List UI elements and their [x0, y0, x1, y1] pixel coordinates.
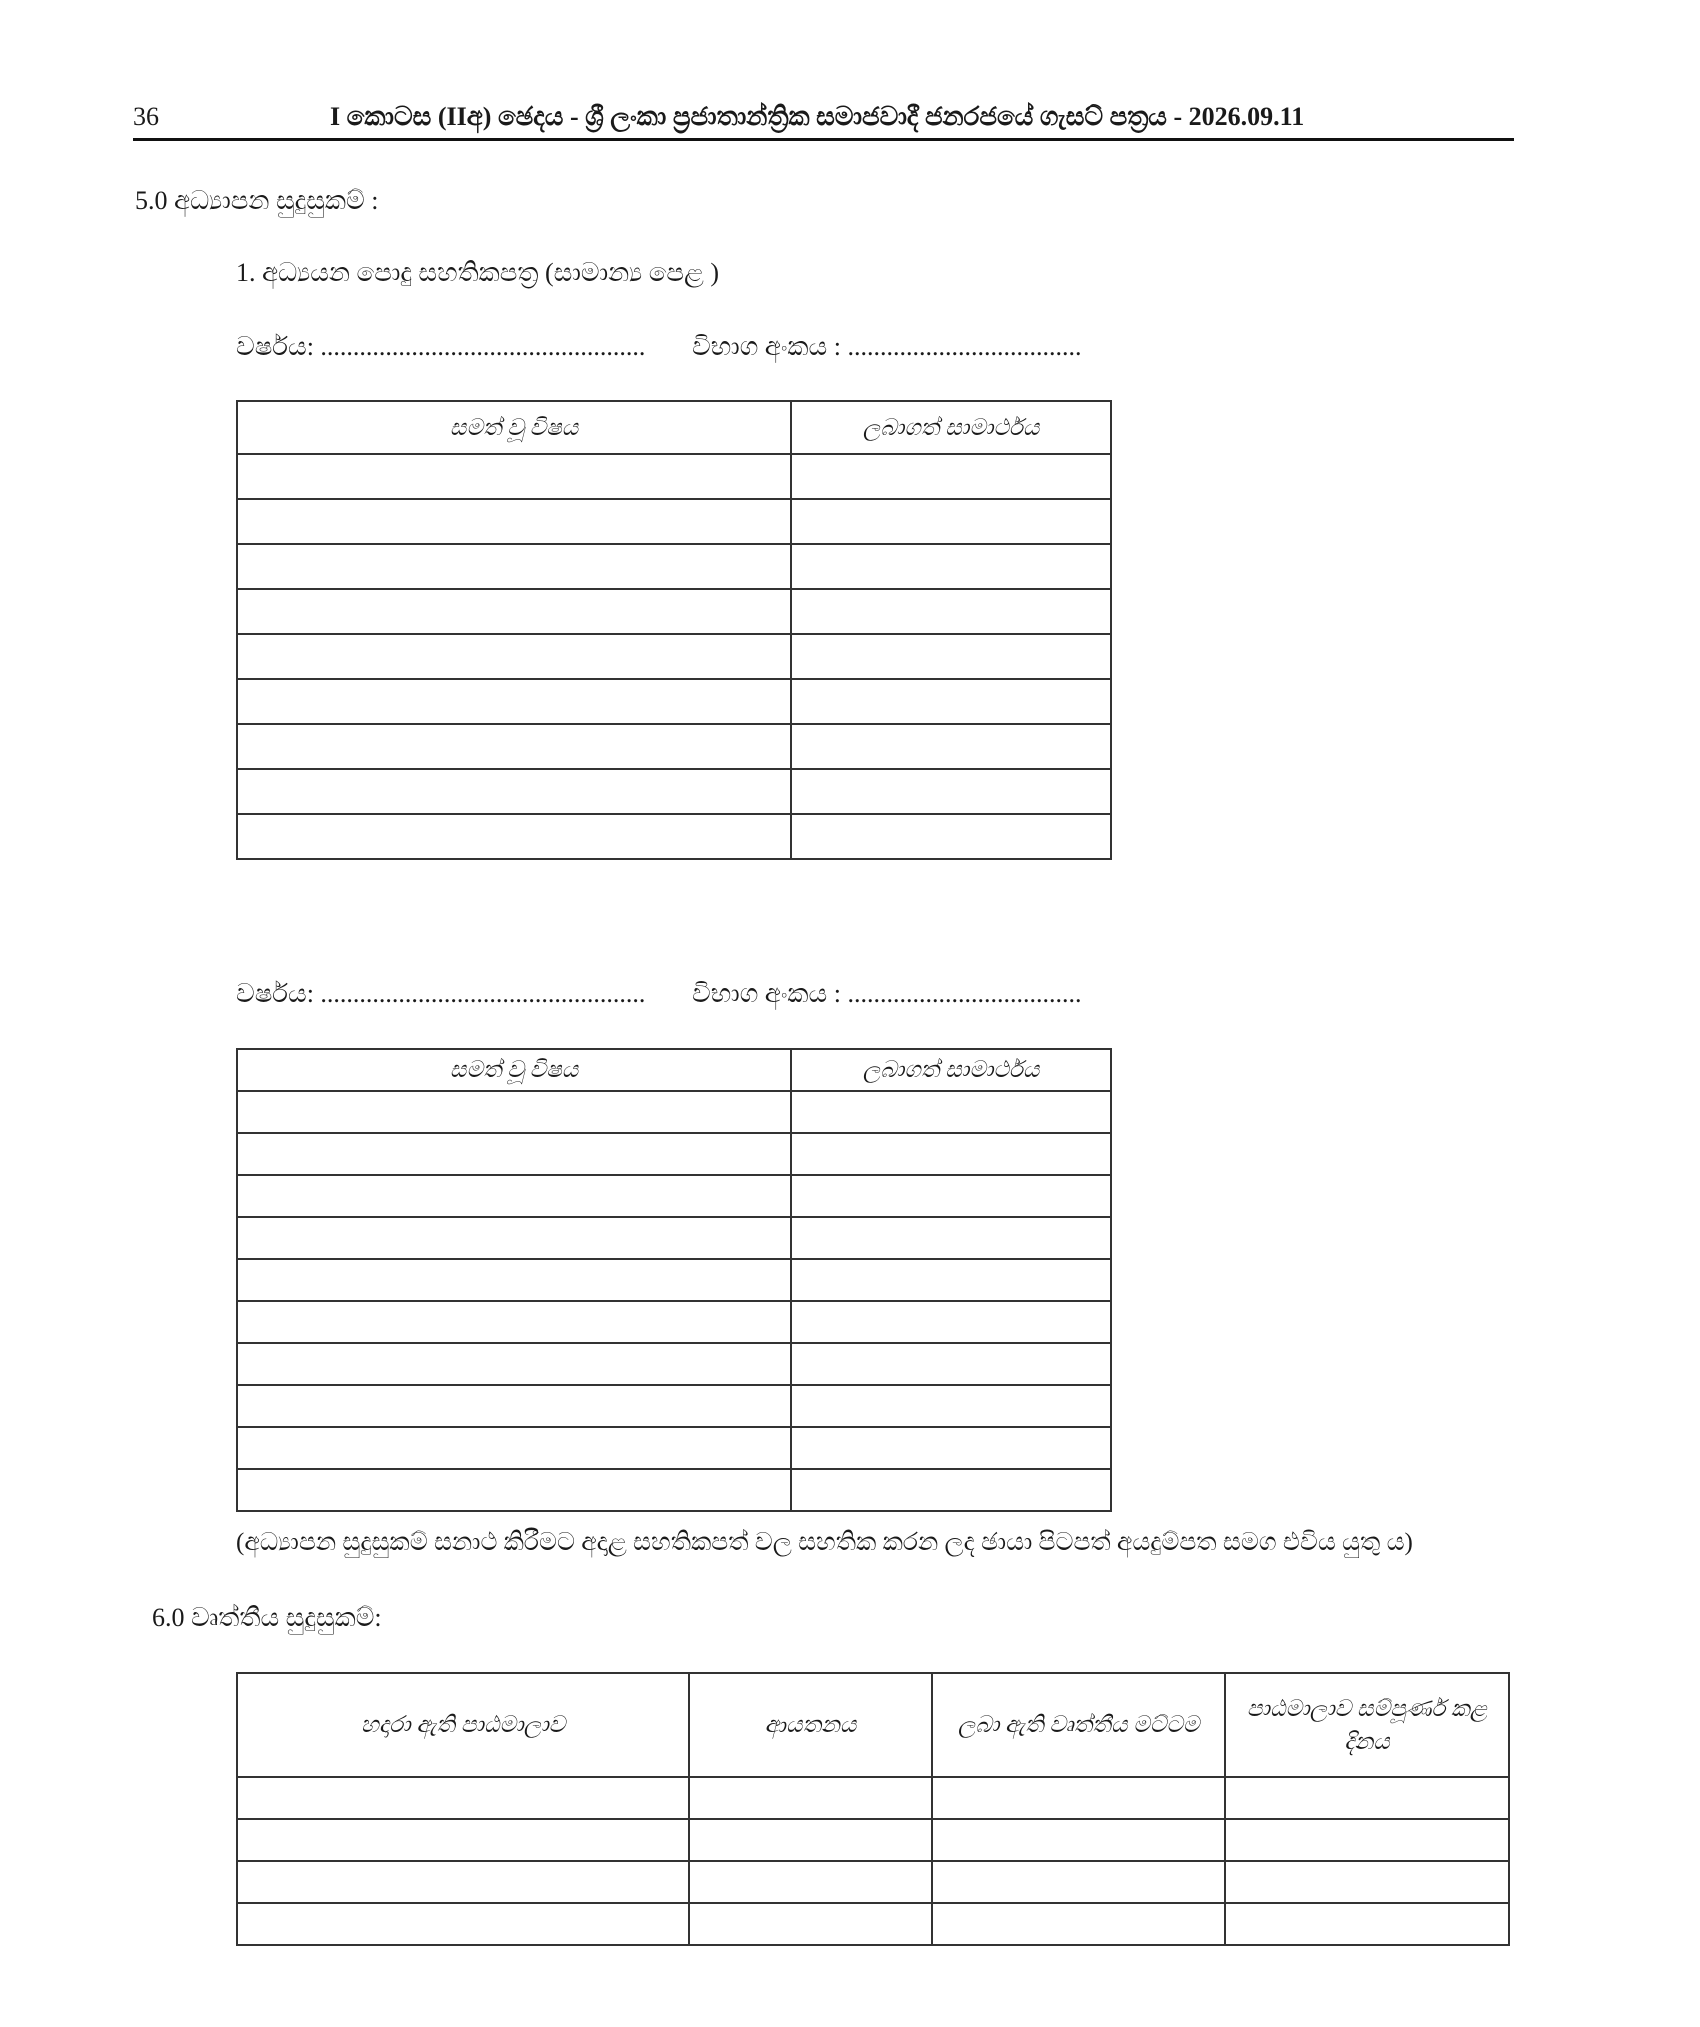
table-row: [237, 1175, 1111, 1217]
table-cell[interactable]: [1225, 1819, 1509, 1861]
table-row: [237, 1861, 1509, 1903]
year-field-1: වර්ෂය: ..................................................: [236, 332, 646, 361]
table-cell[interactable]: [791, 454, 1111, 499]
table-cell[interactable]: [237, 1091, 791, 1133]
level-header: ලබා ඇති වෘත්තීය මට්ටම: [932, 1673, 1225, 1777]
subject-header: සමත් වූ විෂය: [237, 1049, 791, 1091]
table-row: [237, 679, 1111, 724]
table-cell[interactable]: [791, 1259, 1111, 1301]
table-cell[interactable]: [791, 1133, 1111, 1175]
table-row: [237, 544, 1111, 589]
table-row: [237, 1385, 1111, 1427]
table-cell[interactable]: [237, 1217, 791, 1259]
table-cell[interactable]: [791, 544, 1111, 589]
completion-date-header: පාඨමාලාව සම්පූර්ණ කළ දිනය: [1225, 1673, 1509, 1777]
table-cell[interactable]: [1225, 1861, 1509, 1903]
table-cell[interactable]: [237, 1301, 791, 1343]
table-row: [237, 814, 1111, 859]
table-cell[interactable]: [237, 1343, 791, 1385]
table-cell[interactable]: [791, 1301, 1111, 1343]
table-cell[interactable]: [791, 1175, 1111, 1217]
table-cell[interactable]: [237, 634, 791, 679]
table-cell[interactable]: [237, 724, 791, 769]
table-cell[interactable]: [237, 679, 791, 724]
table-row: [237, 454, 1111, 499]
table-cell[interactable]: [791, 1469, 1111, 1511]
table-cell[interactable]: [791, 769, 1111, 814]
table-cell[interactable]: [791, 499, 1111, 544]
section6-heading: 6.0 වෘත්තීය සුදුසුකම්:: [152, 1603, 382, 1632]
table-row: [237, 1819, 1509, 1861]
table-cell[interactable]: [237, 1469, 791, 1511]
table-cell[interactable]: [1225, 1903, 1509, 1945]
table-cell[interactable]: [237, 1861, 689, 1903]
table-row: [237, 1301, 1111, 1343]
table-row: [237, 499, 1111, 544]
professional-qualifications-table: [236, 1672, 1510, 1946]
table-row: [237, 634, 1111, 679]
section5-item1: 1. අධ්‍යයන පොදු සහතිකපත්‍ර (සාමාන්‍ය පෙළ ): [236, 258, 720, 287]
grade-header: ලබාගත් සාමාර්ථය: [791, 1049, 1111, 1091]
table-cell[interactable]: [791, 1427, 1111, 1469]
table-row: [237, 1091, 1111, 1133]
table-row: [237, 1469, 1111, 1511]
table-row: [237, 1217, 1111, 1259]
table-cell[interactable]: [932, 1819, 1225, 1861]
table-cell[interactable]: [237, 814, 791, 859]
table-cell[interactable]: [932, 1903, 1225, 1945]
table-cell[interactable]: [237, 1175, 791, 1217]
table-cell[interactable]: [791, 814, 1111, 859]
table-cell[interactable]: [237, 589, 791, 634]
table-cell[interactable]: [237, 1385, 791, 1427]
table-cell[interactable]: [689, 1819, 932, 1861]
table-cell[interactable]: [237, 769, 791, 814]
table-cell[interactable]: [791, 1217, 1111, 1259]
table-row: [237, 769, 1111, 814]
table-cell[interactable]: [791, 589, 1111, 634]
table-cell[interactable]: [237, 1259, 791, 1301]
table-header-row: [237, 1049, 1111, 1091]
ol-results-table-2: [236, 1048, 1112, 1512]
table-cell[interactable]: [237, 1903, 689, 1945]
table-cell[interactable]: [791, 679, 1111, 724]
index-field-2: විභාග අංකය : ....................................: [692, 979, 1082, 1008]
table-cell[interactable]: [237, 454, 791, 499]
section5-heading: 5.0 අධ්‍යාපන සුදුසුකම් :: [135, 186, 379, 215]
table-cell[interactable]: [237, 1819, 689, 1861]
table-row: [237, 1777, 1509, 1819]
table-cell[interactable]: [237, 499, 791, 544]
subject-header: සමත් වූ විෂය: [237, 401, 791, 454]
table-row: [237, 1903, 1509, 1945]
gazette-header-title: I කොටස (IIඅ) ඡෙදය - ශ්‍රී ලංකා ප්‍රජාතාන්ත්‍රික සමාජවාදී ජනරජයේ ගැසට් පත්‍රය - 2026.09.11: [330, 102, 1305, 131]
table-cell[interactable]: [237, 1427, 791, 1469]
page-number: 36: [133, 102, 159, 131]
table-cell[interactable]: [237, 544, 791, 589]
table-header-row: [237, 1673, 1509, 1777]
table-cell[interactable]: [237, 1133, 791, 1175]
year-field-2: වර්ෂය: ..................................................: [236, 979, 646, 1008]
table-cell[interactable]: [237, 1777, 689, 1819]
table-cell[interactable]: [689, 1777, 932, 1819]
table-row: [237, 1427, 1111, 1469]
table-row: [237, 589, 1111, 634]
grade-header: ලබාගත් සාමාර්ථය: [791, 401, 1111, 454]
header-rule: [133, 138, 1514, 141]
table-row: [237, 1259, 1111, 1301]
table-row: [237, 724, 1111, 769]
course-header: හදාරා ඇති පාඨමාලාව: [237, 1673, 689, 1777]
table-cell[interactable]: [932, 1861, 1225, 1903]
ol-results-table-1: [236, 400, 1112, 860]
table-row: [237, 1133, 1111, 1175]
table-cell[interactable]: [689, 1903, 932, 1945]
table-cell[interactable]: [1225, 1777, 1509, 1819]
certificate-note: (අධ්‍යාපන සුදුසුකම් සනාථ කිරීමට අදාළ සහතිකපත් වල සහතික කරන ලද ඡායා පිටපත් අයදුම්පත සමග එවිය යුතු ය): [236, 1529, 1413, 1556]
table-cell[interactable]: [791, 724, 1111, 769]
table-cell[interactable]: [791, 1343, 1111, 1385]
table-cell[interactable]: [932, 1777, 1225, 1819]
institute-header: ආයතනය: [689, 1673, 932, 1777]
index-field-1: විභාග අංකය : ....................................: [692, 332, 1082, 361]
table-header-row: [237, 401, 1111, 454]
table-cell[interactable]: [791, 634, 1111, 679]
table-cell[interactable]: [791, 1091, 1111, 1133]
table-row: [237, 1343, 1111, 1385]
table-cell[interactable]: [689, 1861, 932, 1903]
table-cell[interactable]: [791, 1385, 1111, 1427]
